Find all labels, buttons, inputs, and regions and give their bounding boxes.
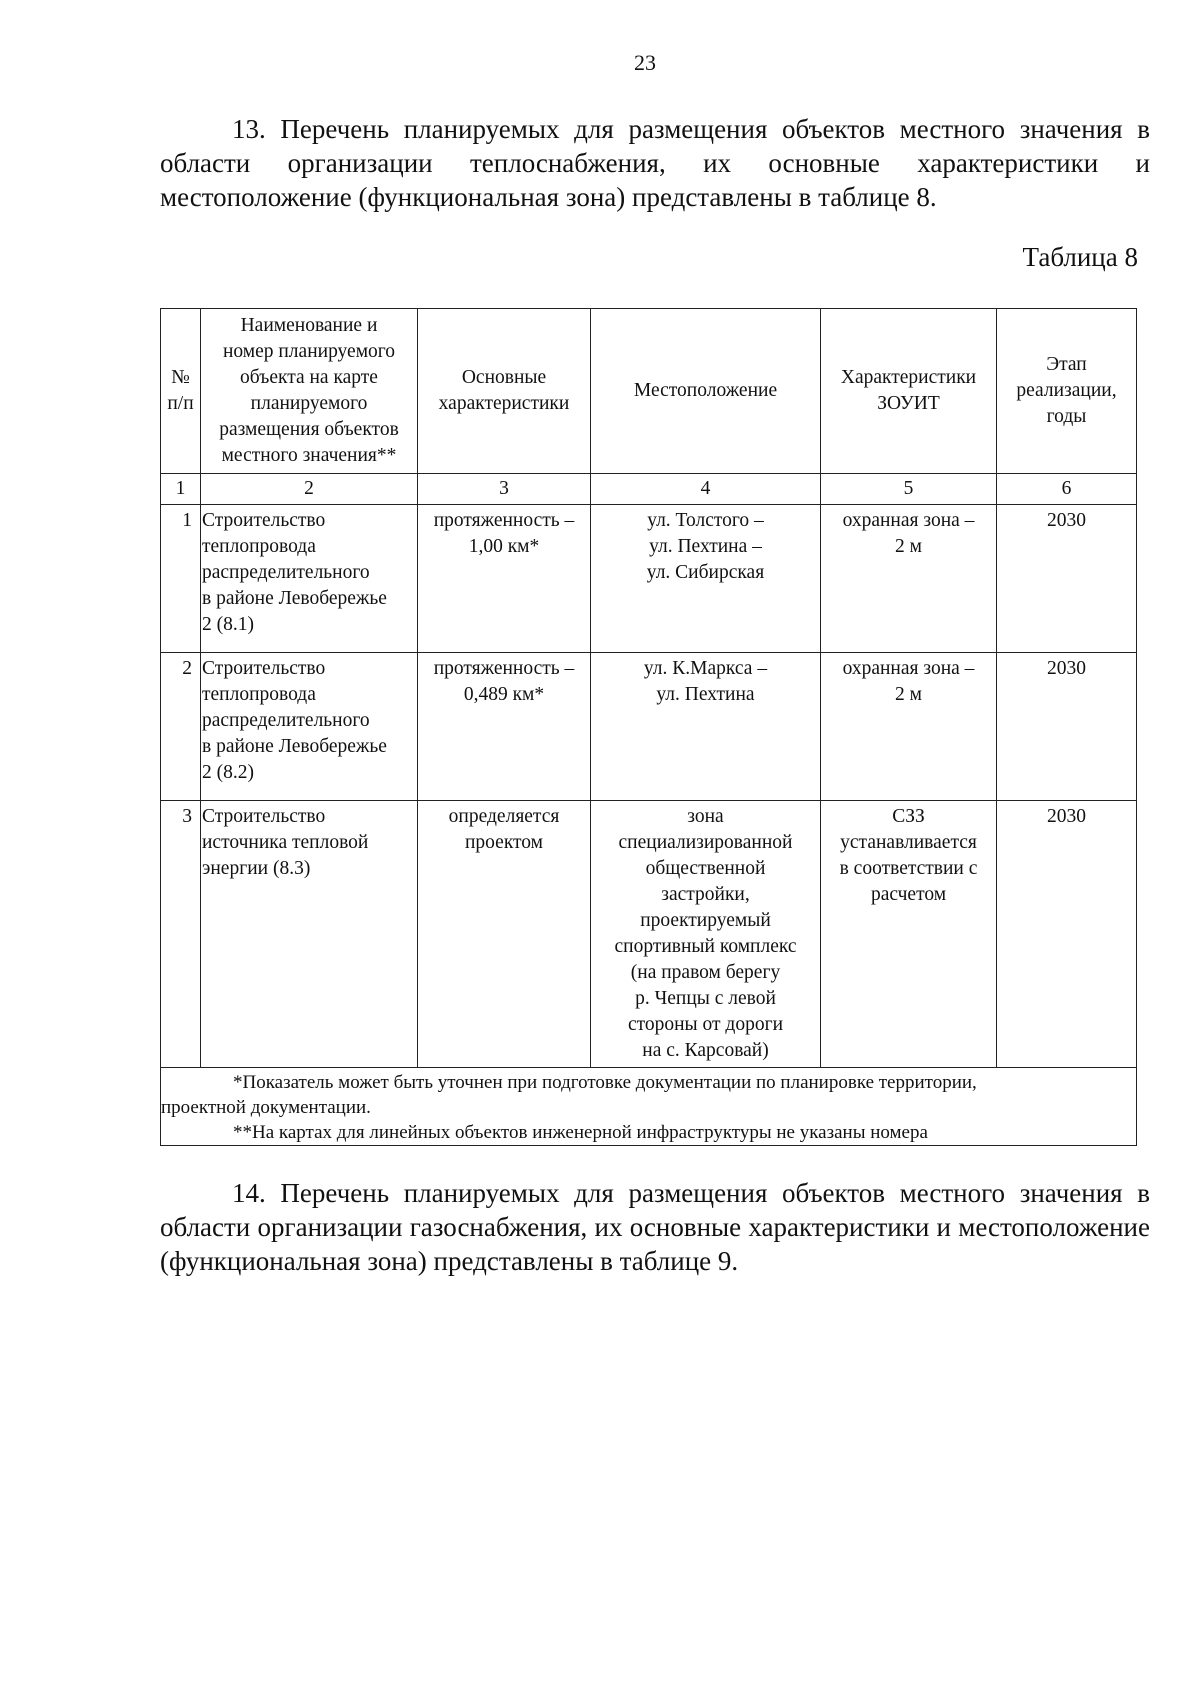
cell-line: проектируемый (640, 910, 771, 931)
cell-line: номер планируемого (222, 341, 396, 362)
cell-line: застройки, (661, 884, 750, 905)
cell-line: протяженность – (433, 658, 575, 679)
header-characteristics (418, 309, 591, 474)
column-number: 1 (161, 474, 201, 505)
row-characteristics (418, 653, 591, 801)
cell-line: п/п (167, 393, 194, 414)
cell-line: теплопровода (202, 684, 316, 705)
cell-line: объекта на карте (240, 367, 378, 388)
row-location (591, 653, 821, 801)
column-number-row (161, 474, 1137, 505)
table-caption: Таблица 8 (1022, 242, 1138, 272)
cell-line: Этап (1046, 354, 1087, 375)
row-location (591, 801, 821, 1068)
cell-line: СЗЗ (892, 806, 925, 827)
column-number: 5 (821, 474, 997, 505)
row-characteristics (418, 505, 591, 653)
section-13-paragraph: 13. Перечень планируемых для размещения объектов местного значения в области организации теплоснабжения, их основные характеристики и местоположение (функциональная зона) представлены в таблице 8. (160, 114, 1150, 212)
cell-line: Строительство (202, 806, 326, 827)
cell-line: местного значения** (221, 445, 397, 466)
cell-line: проектом (464, 832, 544, 853)
row-stage: 2030 (997, 505, 1137, 653)
cell-line: ул. Толстого – (647, 510, 764, 531)
row-num: 3 (161, 801, 201, 1068)
page-number: 23 (634, 50, 656, 75)
cell-line: характеристики (438, 393, 570, 414)
table-footnotes (161, 1068, 1137, 1146)
cell-line: 2 (8.2) (202, 762, 254, 783)
cell-line: Строительство (202, 658, 326, 679)
table-footnote-row (161, 1068, 1137, 1146)
table-8 (160, 308, 1137, 1146)
cell-line: 0,489 км* (463, 684, 545, 705)
cell-line: определяется (448, 806, 560, 827)
cell-line: общественной (645, 858, 766, 879)
cell-line: р. Чепцы с левой (635, 988, 776, 1009)
row-zouit (821, 505, 997, 653)
cell-line: спортивный комплекс (614, 936, 797, 957)
cell-line: устанавливается (840, 832, 977, 853)
row-location (591, 505, 821, 653)
header-stage (997, 309, 1137, 474)
cell-line: ул. К.Маркса – (643, 658, 768, 679)
section-14-paragraph: 14. Перечень планируемых для размещения объектов местного значения в области организации газоснабжения, их основные характеристики и местоположение (функциональная зона) представлены в таблице 9. (160, 1178, 1150, 1276)
table-header-row (161, 309, 1137, 474)
header-zouit (821, 309, 997, 474)
footnote-2: **На картах для линейных объектов инженерной инфраструктуры не указаны номера (233, 1122, 928, 1143)
header-num (161, 309, 201, 474)
cell-line: на с. Карсовай) (642, 1040, 769, 1061)
cell-line: ул. Сибирская (646, 562, 765, 583)
cell-line: энергии (8.3) (202, 858, 311, 879)
row-zouit (821, 653, 997, 801)
cell-line: Местоположение (633, 380, 778, 401)
cell-line: 2 м (895, 684, 922, 705)
column-number: 4 (591, 474, 821, 505)
footnote-1-line-2: проектной документации. (161, 1097, 371, 1118)
header-location (591, 309, 821, 474)
footnote-1-line-1: *Показатель может быть уточнен при подготовке документации по планировке территории, (233, 1072, 977, 1093)
cell-line: стороны от дороги (627, 1014, 784, 1035)
table-row (161, 505, 1137, 653)
row-zouit (821, 801, 997, 1068)
cell-line: планируемого (250, 393, 368, 414)
cell-line: распределительного (202, 710, 370, 731)
cell-line: теплопровода (202, 536, 316, 557)
cell-line: источника тепловой (202, 832, 369, 853)
row-num: 1 (161, 505, 201, 653)
cell-line: 1,00 км* (468, 536, 540, 557)
cell-line: годы (1046, 406, 1087, 427)
table-row (161, 801, 1137, 1068)
cell-line: в районе Левобережье (202, 736, 387, 757)
cell-line: зона (687, 806, 724, 827)
cell-line: охранная зона – (842, 510, 975, 531)
row-name (201, 653, 418, 801)
cell-line: Наименование и (240, 315, 378, 336)
cell-line: в соответствии с (839, 858, 978, 879)
cell-line: распределительного (202, 562, 370, 583)
header-name (201, 309, 418, 474)
row-name (201, 505, 418, 653)
row-num: 2 (161, 653, 201, 801)
cell-line: ул. Пехтина (656, 684, 755, 705)
row-characteristics (418, 801, 591, 1068)
cell-line: № (171, 367, 190, 388)
cell-line: охранная зона – (842, 658, 975, 679)
cell-line: ЗОУИТ (877, 393, 940, 414)
table-row (161, 653, 1137, 801)
cell-line: ул. Пехтина – (649, 536, 762, 557)
column-number: 6 (997, 474, 1137, 505)
column-number: 2 (201, 474, 418, 505)
cell-line: специализированной (618, 832, 793, 853)
cell-line: расчетом (870, 884, 947, 905)
cell-line: (на правом берегу (630, 962, 781, 983)
cell-line: протяженность – (433, 510, 575, 531)
row-name (201, 801, 418, 1068)
cell-line: Основные (461, 367, 547, 388)
row-stage: 2030 (997, 801, 1137, 1068)
cell-line: 2 м (895, 536, 922, 557)
row-stage: 2030 (997, 653, 1137, 801)
cell-line: в районе Левобережье (202, 588, 387, 609)
cell-line: реализации, (1016, 380, 1117, 401)
column-number: 3 (418, 474, 591, 505)
cell-line: Строительство (202, 510, 326, 531)
cell-line: размещения объектов (219, 419, 399, 440)
cell-line: 2 (8.1) (202, 614, 254, 635)
cell-line: Характеристики (840, 367, 977, 388)
